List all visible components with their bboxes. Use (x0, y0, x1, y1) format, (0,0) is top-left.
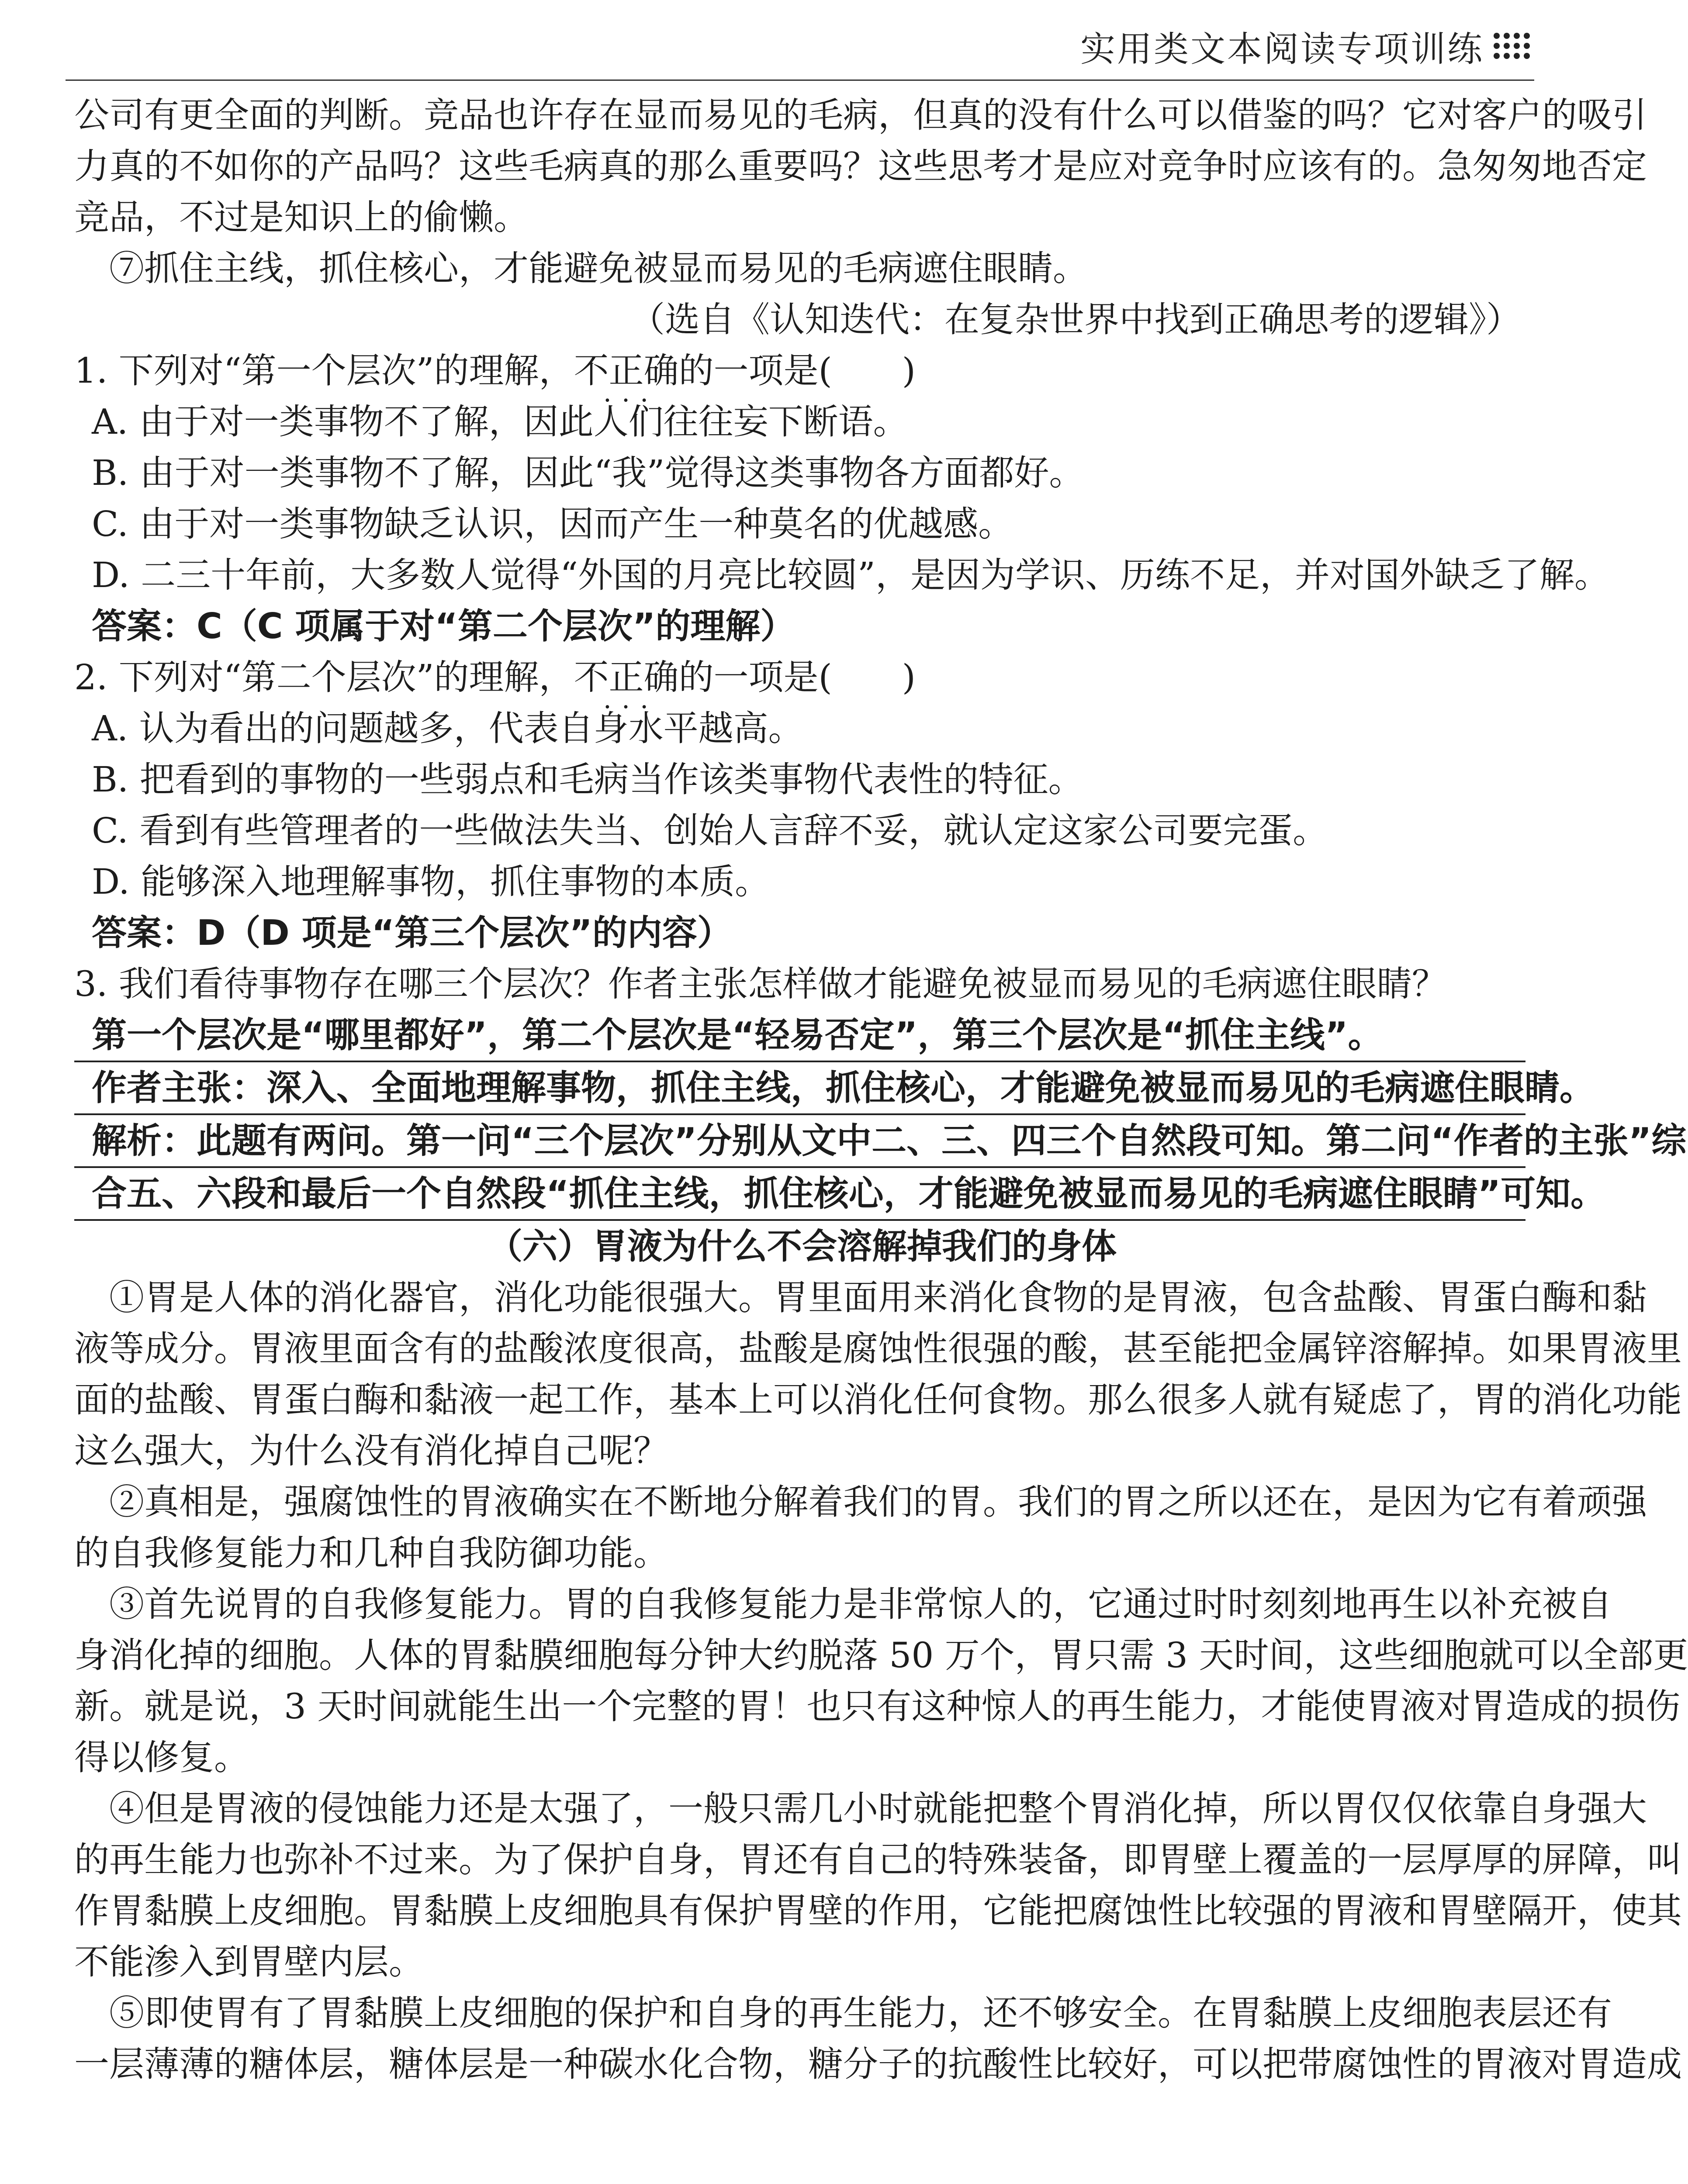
text-line: 的自我修复能力和几种自我防御功能。 (74, 1533, 668, 1573)
question-stem-text: 1. 下列对“第一个层次”的理解， (74, 350, 574, 391)
question-stem-text: 的一项是( ) (678, 350, 916, 391)
option-a: A. 由于对一类事物不了解，因此人们往往妄下断语。 (92, 401, 908, 442)
text-line: 不能渗入到胃壁内层。 (74, 1942, 424, 1982)
text-line: 公司有更全面的判断。竞品也许存在显而易见的毛病，但真的没有什么可以借鉴的吗？它对客户的吸引 (74, 95, 1647, 135)
header-divider (66, 79, 1534, 81)
option-d: D. 二三十年前，大多数人觉得“外国的月亮比较圆”，是因为学识、历练不足，并对国外缺乏了解。 (92, 555, 1609, 595)
page-header (1080, 13, 1530, 79)
option-c: C. 由于对一类事物缺乏认识，因而产生一种莫名的优越感。 (92, 504, 1013, 544)
source-citation: （选自《认知迭代：在复杂世界中找到正确思考的逻辑》） (630, 299, 1521, 340)
paragraph-2 (74, 1476, 1647, 1579)
text-line: ②真相是，强腐蚀性的胃液确实在不断地分解着我们的胃。我们的胃之所以还在，是因为它有着顽强 (109, 1482, 1647, 1522)
text-line: 新。就是说，3 天时间就能生出一个完整的胃！也只有这种惊人的再生能力，才能使胃液对胃造成的损伤 (74, 1686, 1681, 1727)
text-line: 力真的不如你的产品吗？这些毛病真的那么重要吗？这些思考才是应对竞争时应该有的。急匆匆地否定 (74, 146, 1647, 187)
answer-line: 第一个层次是“哪里都好”，第二个层次是“轻易否定”，第三个层次是“抓住主线”。 (74, 1009, 1525, 1062)
paragraph-1 (74, 1272, 1682, 1476)
text-line: ⑤即使胃有了胃黏膜上皮细胞的保护和自身的再生能力，还不够安全。在胃黏膜上皮细胞表层还有 (109, 1993, 1612, 2033)
question-1-stem (74, 345, 1530, 396)
question-2-stem (74, 652, 1530, 703)
text-line: 身消化掉的细胞。人体的胃黏膜细胞每分钟大约脱落 50 万个，胃只需 3 天时间，这些细胞就可以全部更 (74, 1635, 1688, 1676)
text-line: ④但是胃液的侵蚀能力还是太强了，一般只需几小时就能把整个胃消化掉，所以胃仅仅依靠自身强大 (109, 1788, 1647, 1829)
text-line: 液等成分。胃液里面含有的盐酸浓度很高，盐酸是腐蚀性很强的酸，甚至能把金属锌溶解掉。如果胃液里 (74, 1328, 1682, 1369)
text-line: 竞品，不过是知识上的偷懒。 (74, 197, 529, 238)
section-title: （六）胃液为什么不会溶解掉我们的身体 (488, 1226, 1117, 1267)
header-title: 实用类文本阅读专项训练 (1080, 28, 1484, 69)
question-stem-text: 2. 下列对“第二个层次”的理解， (74, 657, 574, 698)
answer-3-block (74, 1009, 1687, 1221)
dots-icon (1494, 33, 1530, 59)
answer-line: 合五、六段和最后一个自然段“抓住主线，抓住核心，才能避免被显而易见的毛病遮住眼睛”可知。 (74, 1168, 1525, 1221)
text-line: 一层薄薄的糖体层，糖体层是一种碳水化合物，糖分子的抗酸性比较好，可以把带腐蚀性的胃液对胃造成 (74, 2044, 1682, 2084)
paragraph-5 (74, 1987, 1682, 2090)
text-line: 面的盐酸、胃蛋白酶和黏液一起工作，基本上可以消化任何食物。那么很多人就有疑虑了，胃的消化功能 (74, 1379, 1682, 1420)
answer-line: 作者主张：深入、全面地理解事物，抓住主线，抓住核心，才能避免被显而易见的毛病遮住眼睛。 (74, 1062, 1525, 1115)
answer-line: 解析：此题有两问。第一问“三个层次”分别从文中二、三、四三个自然段可知。第二问“作者的主张”综 (74, 1115, 1525, 1168)
option-a: A. 认为看出的问题越多，代表自身水平越高。 (92, 708, 803, 749)
answer-2: 答案：D（D 项是“第三个层次”的内容） (92, 912, 732, 953)
answer-1: 答案：C（C 项属于对“第二个层次”的理解） (92, 606, 796, 646)
emphasis-dots: 不正确 · · · (574, 657, 679, 698)
question-3-stem: 3. 我们看待事物存在哪三个层次？作者主张怎样做才能避免被显而易见的毛病遮住眼睛？ (74, 964, 1447, 1004)
paragraph-3 (74, 1579, 1688, 1783)
paragraph-7: ⑦抓住主线，抓住核心，才能避免被显而易见的毛病遮住眼睛。 (109, 248, 1088, 289)
text-line: ③首先说胃的自我修复能力。胃的自我修复能力是非常惊人的，它通过时时刻刻地再生以补充被自 (109, 1584, 1612, 1624)
main-content (74, 90, 1688, 2183)
text-line: 作胃黏膜上皮细胞。胃黏膜上皮细胞具有保护胃壁的作用，它能把腐蚀性比较强的胃液和胃壁隔开，使其 (74, 1890, 1682, 1931)
question-stem-text: 的一项是( ) (678, 657, 916, 698)
option-b: B. 把看到的事物的一些弱点和毛病当作该类事物代表性的特征。 (92, 759, 1083, 800)
text-line: 的再生能力也弥补不过来。为了保护自身，胃还有自己的特殊装备，即胃壁上覆盖的一层厚厚的屏障，叫 (74, 1839, 1682, 1880)
emphasis-dots: 不正确 · · · (574, 350, 679, 391)
option-d: D. 能够深入地理解事物，抓住事物的本质。 (92, 861, 770, 902)
option-c: C. 看到有些管理者的一些做法失当、创始人言辞不妥，就认定这家公司要完蛋。 (92, 810, 1328, 851)
text-line: 得以修复。 (74, 1737, 249, 1778)
text-line: 这么强大，为什么没有消化掉自己呢？ (74, 1431, 668, 1471)
text-line: ①胃是人体的消化器官，消化功能很强大。胃里面用来消化食物的是胃液，包含盐酸、胃蛋白酶和黏 (109, 1277, 1647, 1318)
paragraph-4 (74, 1783, 1682, 1987)
option-b: B. 由于对一类事物不了解，因此“我”觉得这类事物各方面都好。 (92, 453, 1084, 493)
